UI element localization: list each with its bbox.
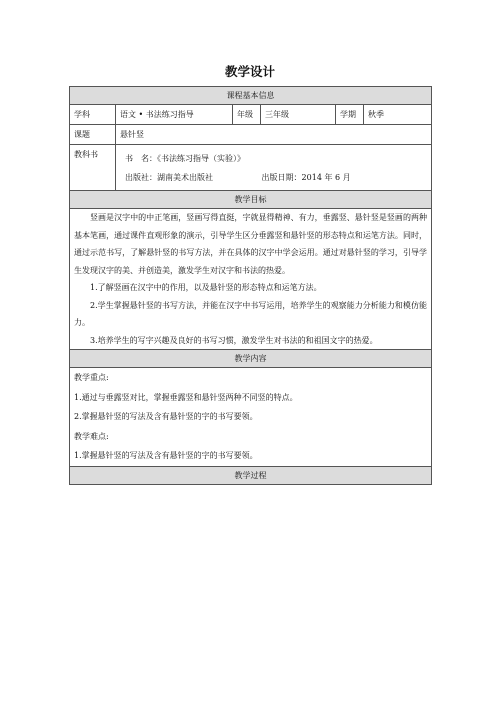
- objectives-intro: 竖画是汉字中的中正笔画，竖画写得直挺，字就显得精神、有力，垂露竖、悬针竖是竖画的两种基本笔画，通过课件直观形象的演示，引导学生区分垂露竖和悬针竖的形态特点和运笔方法。同时，通过示范书写，了解悬针竖的书写方法，并在具体的汉字中学会运用。通过对悬针竖的学习，引导学生发现汉字的美、并创造美，激发学生对汉字和书法的热爱。: [74, 213, 427, 275]
- key-point-item: 1.通过与垂露竖对比，掌握垂露竖和悬针竖两种不同竖的特点。: [74, 392, 298, 402]
- textbook-info: [116, 145, 432, 191]
- publisher-line: [125, 168, 427, 187]
- objectives-body: [70, 209, 432, 350]
- textbook-label: 教科书: [70, 145, 116, 191]
- difficulty-label: 教学难点:: [74, 431, 109, 441]
- section-header-basic-info: 课程基本信息: [70, 87, 432, 105]
- section-header-process: 教学过程: [70, 466, 432, 484]
- publish-date: [262, 168, 351, 187]
- book-name-value: 《书法练习指导（实验）》: [157, 153, 245, 163]
- pub-date-label: 出版日期：: [261, 172, 302, 182]
- subject-label: 学科: [70, 105, 116, 125]
- section-header-objectives: 教学目标: [70, 191, 432, 209]
- key-points-label: 教学重点:: [74, 373, 109, 382]
- document-title: 教学设计: [224, 64, 275, 79]
- subject-value: 语文 • 书法练习指导: [116, 105, 233, 125]
- grade-value: 三年级: [261, 105, 336, 125]
- content-body: [70, 368, 432, 467]
- objective-item: 1.了解竖画在汉字中的作用，以及悬针竖的形态特点和运笔方法。: [90, 283, 322, 292]
- key-point-item: 2.掌握悬针竖的写法及含有悬针竖的字的书写要领。: [74, 412, 258, 421]
- lesson-plan-table: [69, 86, 432, 485]
- book-name-line: [125, 149, 427, 168]
- objective-item: 3.培养学生的写字兴趣及良好的书写习惯，激发学生对书法的和祖国文字的热爱。: [90, 335, 378, 345]
- grade-label: 年级: [233, 105, 261, 125]
- objective-item: 2.学生掌握悬针竖的书写方法，并能在汉字中书写运用，培养学生的观察能力分析能力和模仿能力。: [74, 300, 427, 327]
- publisher-label: 出版社：: [125, 172, 157, 182]
- book-name-label: 书 名：: [125, 153, 157, 163]
- pub-date-value: 2014 年 6 月: [301, 172, 351, 182]
- publisher-value: 湖南美术出版社: [157, 172, 213, 182]
- section-header-content: 教学内容: [70, 350, 432, 368]
- term-value: 秋季: [364, 105, 432, 125]
- topic-label: 课题: [70, 125, 116, 145]
- difficulty-item: 1.掌握悬针竖的写法及含有悬针竖的字的书写要领。: [74, 451, 258, 460]
- topic-value: 悬针竖: [116, 125, 432, 145]
- term-label: 学期: [336, 105, 364, 125]
